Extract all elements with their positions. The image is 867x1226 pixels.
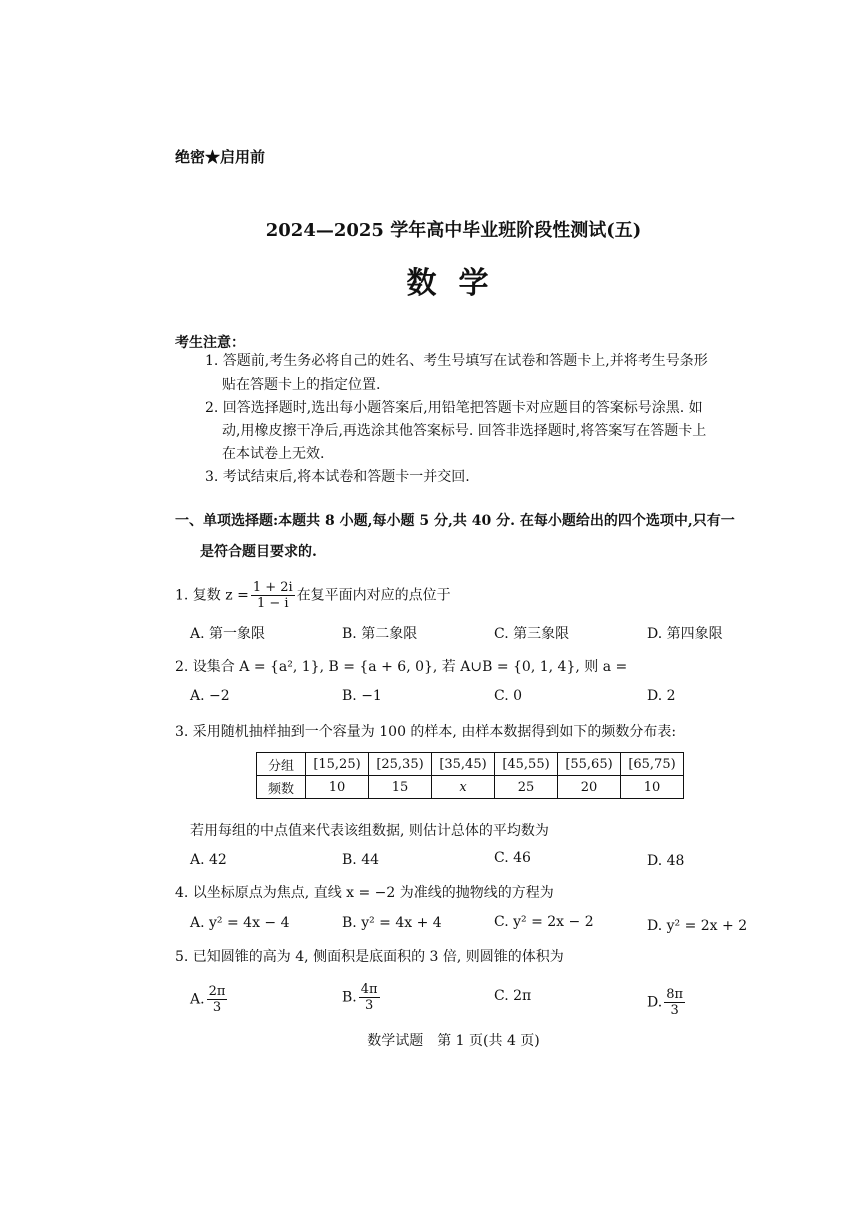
q1-option-a: A. 第一象限 <box>190 626 266 642</box>
q4-option-b: B. y² = 4x + 4 <box>342 915 442 931</box>
q1-frac-num: 1 + 2i <box>252 580 293 595</box>
q5-option-c: C. 2π <box>494 988 532 1004</box>
question-2: 2. 设集合 A = {a², 1}, B = {a + 6, 0}, 若 A∪B = {0, 1, 4}, 则 a = <box>175 659 628 675</box>
q3-followup: 若用每组的中点值来代表该组数据, 则估计总体的平均数为 <box>190 823 549 839</box>
q5-option-a <box>190 984 229 1015</box>
question-1 <box>175 580 451 611</box>
q2-option-a: A. −2 <box>190 688 230 704</box>
notice-line: 贴在答题卡上的指定位置. <box>222 377 381 393</box>
q5-option-b-fraction <box>359 982 380 1013</box>
q5-option-d <box>647 987 687 1018</box>
table-row-label: 频数 <box>257 776 306 799</box>
notice-line: 在本试卷上无效. <box>222 446 325 462</box>
frac-num: 8π <box>666 987 684 1002</box>
table-cell-group: [55,65) <box>558 753 621 776</box>
notice-line: 3. 考试结束后,将本试卷和答题卡一并交回. <box>205 469 470 485</box>
table-cell-group: [15,25) <box>306 753 369 776</box>
table-cell-count: x <box>432 776 495 799</box>
q1-frac-den: 1 − i <box>256 596 289 611</box>
q2-option-d: D. 2 <box>647 688 676 704</box>
q5-option-d-label: D. <box>647 994 663 1011</box>
notice-line: 2. 回答选择题时,选出每小题答案后,用铅笔把答题卡对应题目的答案标号涂黑. 如 <box>205 400 703 416</box>
question-3: 3. 采用随机抽样抽到一个容量为 100 的样本, 由样本数据得到如下的频数分布表: <box>175 724 677 740</box>
table-cell-count: 20 <box>558 776 621 799</box>
notice-line: 1. 答题前,考生务必将自己的姓名、考生号填写在试卷和答题卡上,并将考生号条形 <box>205 353 708 369</box>
q3-option-c: C. 46 <box>494 850 531 866</box>
table-row-groups <box>257 753 684 776</box>
table-cell-count: 15 <box>369 776 432 799</box>
q5-option-a-label: A. <box>190 991 205 1008</box>
frequency-table <box>256 752 684 799</box>
q5-option-b <box>342 982 382 1013</box>
q1-suffix: 在复平面内对应的点位于 <box>296 587 451 604</box>
q3-option-d: D. 48 <box>647 853 685 869</box>
q5-option-d-fraction <box>664 987 685 1018</box>
table-cell-count: 10 <box>621 776 684 799</box>
table-row-label: 分组 <box>257 753 306 776</box>
section-heading-cont: 是符合题目要求的. <box>200 544 317 560</box>
question-4: 4. 以坐标原点为焦点, 直线 x = −2 为准线的抛物线的方程为 <box>175 885 554 901</box>
q1-option-c: C. 第三象限 <box>494 626 570 642</box>
subject-title: 数学 <box>406 266 511 301</box>
page-footer: 数学试题 第 1 页(共 4 页) <box>367 1033 540 1049</box>
question-5: 5. 已知圆锥的高为 4, 侧面积是底面积的 3 倍, 则圆锥的体积为 <box>175 949 564 965</box>
q1-option-b: B. 第二象限 <box>342 626 418 642</box>
table-cell-group: [25,35) <box>369 753 432 776</box>
q1-prefix: 1. 复数 z = <box>175 587 249 604</box>
q1-fraction <box>251 580 295 611</box>
table-cell-group: [45,55) <box>495 753 558 776</box>
table-cell-count: 25 <box>495 776 558 799</box>
q2-option-c: C. 0 <box>494 688 523 704</box>
exam-title: 2024—2025 学年高中毕业班阶段性测试(五) <box>265 220 642 241</box>
table-cell-group: [65,75) <box>621 753 684 776</box>
notice-line: 动,用橡皮擦干净后,再选涂其他答案标号. 回答非选择题时,将答案写在答题卡上 <box>222 423 707 439</box>
q2-option-b: B. −1 <box>342 688 382 704</box>
table-cell-count: 10 <box>306 776 369 799</box>
q4-option-c: C. y² = 2x − 2 <box>494 914 594 930</box>
frac-den: 3 <box>670 1003 679 1018</box>
frac-num: 2π <box>208 984 226 999</box>
q1-option-d: D. 第四象限 <box>647 626 723 642</box>
q3-option-b: B. 44 <box>342 852 380 868</box>
confidential-label: 绝密★启用前 <box>175 148 266 166</box>
q5-option-a-fraction <box>207 984 228 1015</box>
q4-option-a: A. y² = 4x − 4 <box>190 915 290 931</box>
table-row-counts <box>257 776 684 799</box>
q5-option-b-label: B. <box>342 989 357 1006</box>
frac-den: 3 <box>212 1000 222 1015</box>
section-heading: 一、单项选择题:本题共 8 小题,每小题 5 分,共 40 分. 在每小题给出的四个选项中,只有一 <box>175 513 735 529</box>
q4-option-d: D. y² = 2x + 2 <box>647 918 748 934</box>
frac-num: 4π <box>360 982 378 997</box>
notice-heading: 考生注意： <box>175 335 245 351</box>
frac-den: 3 <box>365 998 374 1013</box>
q3-option-a: A. 42 <box>190 852 227 868</box>
table-cell-group: [35,45) <box>432 753 495 776</box>
